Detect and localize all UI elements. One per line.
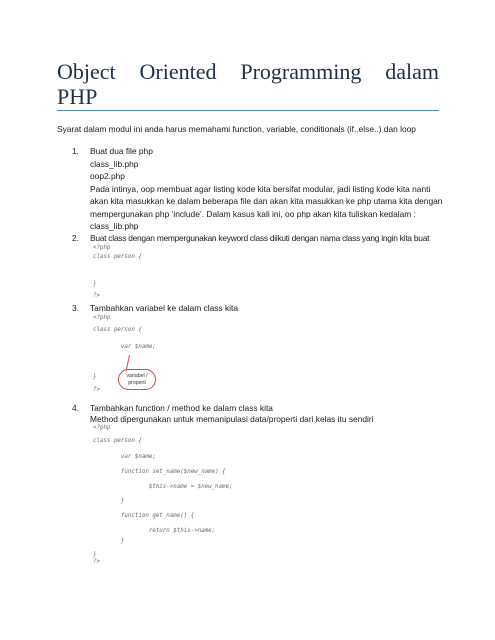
code-line: class person {: [93, 438, 142, 444]
title-underline: [57, 110, 439, 111]
code-line: <?php: [93, 315, 111, 321]
step-1-number: 1.: [72, 146, 79, 156]
code-line: <?php: [93, 245, 111, 251]
code-line: var $name;: [93, 454, 156, 460]
callout-text: variabel / properti: [126, 373, 148, 386]
code-line: function get_name() {: [93, 513, 195, 519]
code-line: }: [93, 538, 125, 544]
step-1-line: class_lib.php: [90, 221, 139, 231]
step-1-line: akan kita masukkan ke dalam beberapa file dan akan kita masukkan ke php utama kita dengan: [90, 196, 443, 206]
intro-paragraph: Syarat dalam modul ini anda harus memahami function, variable, conditionals (if..else..) dan loop: [57, 124, 416, 134]
code-line: class person {: [93, 254, 142, 260]
step-1-line: class_lib.php: [90, 158, 139, 169]
step-1-line: mempergunakan php ‘include’. Dalam kasus kali ini, oo php akan kita tuliskan kedalam :: [90, 208, 416, 219]
step-2-line: Buat class dengan mempergunakan keyword class diikuti dengan nama class yang ingin kita buat: [90, 233, 430, 243]
step-3-line: Tambahkan variabel ke dalam class kita: [90, 303, 239, 313]
code-line: $this->name = $new_name;: [93, 484, 233, 490]
step-1-line: oop2.php: [90, 171, 125, 181]
code-line: ?>: [93, 293, 100, 299]
step-4-number: 4.: [72, 403, 79, 413]
code-line: <?php: [93, 425, 111, 431]
code-line: ?>: [93, 559, 100, 565]
step-1-line: Pada intinya, oop membuat agar listing kode kita bersifat modular, jadi listing kode kita nanti: [90, 183, 431, 194]
page-title: Object Oriented Programming dalam: [57, 59, 439, 84]
code-line: var $name;: [93, 344, 156, 350]
code-line: function set_name($new_name) {: [93, 469, 226, 475]
code-line: return $this->name;: [93, 528, 216, 534]
step-2-code: [93, 245, 142, 299]
code-line: }: [93, 374, 97, 380]
code-line: class person {: [93, 327, 142, 333]
variable-callout: [118, 369, 156, 390]
code-line: }: [93, 281, 97, 287]
code-line: }: [93, 498, 125, 504]
step-4-line: Tambahkan function / method ke dalam class kita: [90, 403, 273, 413]
step-2-number: 2.: [72, 233, 79, 243]
page-title-continued: PHP: [57, 84, 98, 109]
code-line: }: [93, 552, 97, 558]
step-4-line: Method dipergunakan untuk memanipulasi data/properti dari kelas itu sendiri: [90, 414, 374, 424]
step-3-number: 3.: [72, 303, 79, 313]
step-1-line: Buat dua file php: [90, 146, 153, 156]
code-line: ?>: [93, 387, 100, 393]
step-4-code: [93, 425, 233, 565]
